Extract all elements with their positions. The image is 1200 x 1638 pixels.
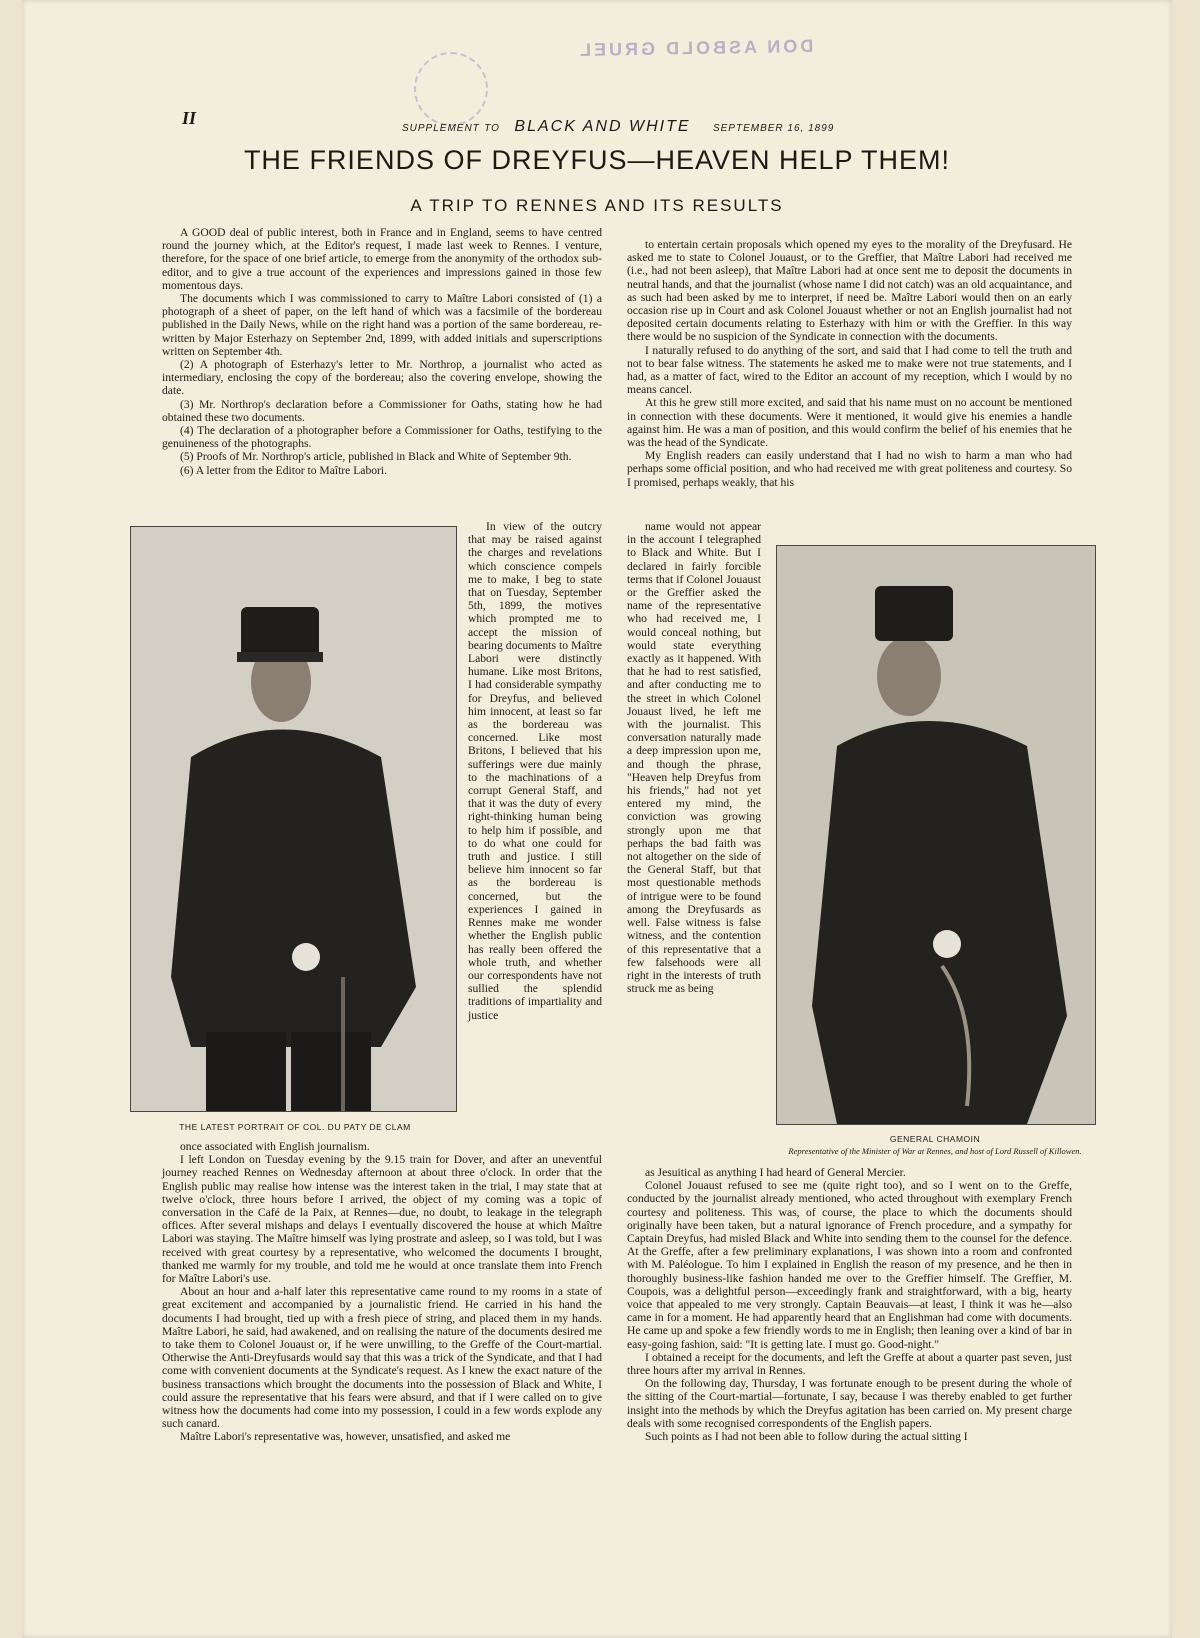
officer-figure-right (777, 546, 1095, 1124)
paragraph: Maître Labori's representative was, however, unsatisfied, and asked me (180, 1430, 511, 1444)
paragraph: (4) The declaration of a photographer before a Commissioner for Oaths, testifying to the genuineness of the photographs. (162, 424, 602, 451)
newspaper-page (22, 0, 1172, 1638)
paragraph: name would not appear in the account I telegraphed to Black and White. But I declared in fairly forcible terms that if Colonel Jouaust or the Greffier asked the name of the representative who had received me, I would conceal nothing, but would state everything exactly as it happened. With that he had to rest satisfied, and after conducting me to the street in which Colonel Jouaust lived, he left me with the journalist. This conversation naturally made a deep impression upon me, and though the phrase, "Heaven help Dreyfus from his friends," had not yet entered my mind, the conviction was growing strongly upon me that perhaps the bad faith was not altogether on the side of the General Staff, but that most questionable methods of intrigue were to be found among the Dreyfusards as well. False witness is false witness, and the contention of this representative that a few falsehoods were all right in the interests of truth struck me as being (627, 520, 761, 996)
column-mid-left (468, 520, 602, 1022)
caption-right: GENERAL CHAMOIN (889, 1134, 981, 1144)
library-stamp-ring (414, 52, 488, 126)
paragraph: (2) A photograph of Esterhazy's letter to Mr. Northrop, a journalist who acted as intermediary, enclosing the copy of the bordereau; also the covering envelope, showing the date. (162, 358, 602, 398)
paragraph: Such points as I had not been able to follow during the actual sitting I (645, 1430, 968, 1444)
paragraph: I naturally refused to do anything of the sort, and said that I had come to tell the truth and not to bear false witness. The statements he asked me to make were not true statements, and I had, as a matter of fact, wired to the Editor an account of my reception, which I would by no means cancel. (627, 343, 1072, 397)
paragraph: In view of the outcry that may be raised against the charges and revelations which conscience compels me to make, I beg to state that on Tuesday, September 5th, 1899, the motives which prompted me to accept the mission of bearing documents to Maître Labori were distinctly humane. Like most Britons, I had considerable sympathy for Dreyfus, and believed him innocent, at least so far as the bordereau was concerned. Like most Britons, I believed that his sufferings were due mainly to the machinations of a corrupt General Staff, and that it was the duty of every right-thinking human being to help him if possible, and to do what one could for truth and justice. I still believe him innocent so far as the bordereau is concerned, but the experiences I gained in Rennes make me wonder whether the English public has really been offered the whole truth, and whether our correspondents have not sullied the splendid traditions of impartiality and justice (468, 520, 602, 1022)
paragraph: (6) A letter from the Editor to Maître Labori. (180, 463, 388, 477)
paragraph: I obtained a receipt for the documents, and left the Greffe at about a quarter past seven, just three hours after my arrival in Rennes. (627, 1350, 1072, 1378)
paragraph: as Jesuitical as anything I had heard of General Mercier. (645, 1166, 906, 1179)
paragraph: A GOOD deal of public interest, both in France and in England, seems to have centred round the journey which, at the Editor's request, I made last week to Rennes. I venture, therefore, for the space of one brief article, to emerge from the anonymity of the orthodox sub-editor, and to give a true account of the experiences and impressions gained in those few momentous days. (162, 226, 602, 292)
column-mid-right (627, 520, 761, 995)
officer-figure-left (131, 527, 456, 1111)
paragraph: Colonel Jouaust refused to see me (quite right too), and so I went on to the Greffe, conducted by the journalist already mentioned, who acted throughout with exemplary French courtesy and politeness. This was, of course, the place to which the documents should originally have been taken, but a natural ignorance of French procedure, and a sympathy for Captain Dreyfus, had misled Black and White into sending them to the counsel for the defence. At the Greffe, after a few preliminary explanations, I was shown into a room and confronted with M. Paléologue. To him I explained in English the reason of my presence, and he then in thoroughly business-like fashion handed me over to the Greffier himself. The Greffier, M. Coupois, was a delightful person—exceedingly frank and straightforward, with a big, hearty voice that appealed to me very strongly. Captain Beauvais—at least, I think it was he—also came in for a moment. He had apparently heard that an Englishman had come with documents. He came up and spoke a few friendly words to me in English; then leaning over a kind of bar in easy-going fashion, said: "It is getting late. I must go. Good-night." (627, 1179, 1072, 1351)
paragraph: My English readers can easily understand that I had no wish to harm a man who had perhaps some official position, and who had received me with great politeness and courtesy. So I promised, perhaps weakly, that his (627, 449, 1072, 489)
running-header (402, 118, 902, 136)
library-stamp: DON ASBOLD GRUEL (576, 35, 814, 61)
paragraph: (5) Proofs of Mr. Northrop's article, published in Black and White of September 9th. (180, 450, 572, 464)
article-subtitle: A TRIP TO RENNES AND ITS RESULTS (410, 196, 784, 215)
column-left-bottom (162, 1140, 602, 1444)
article-title: THE FRIENDS OF DREYFUS—HEAVEN HELP THEM! (243, 145, 951, 175)
paragraph: (3) Mr. Northrop's declaration before a Commissioner for Oaths, stating how he had obtained these two documents. (162, 397, 602, 424)
paragraph: About an hour and a-half later this representative came round to my rooms in a state of great excitement and accompanied by a journalistic friend. He carried in his hand the documents I had brought, tied up with a fresh piece of string, and placed them in my hands. Maître Labori, he said, had awakened, and on realising the nature of the documents desired me to take them to Colonel Jouaust or, if he were unwilling, to the Greffe of the Court-martial. Otherwise the Anti-Dreyfusards would say that this was a trick of the Syndicate, and that I had come with convenient documents at the Syndicate's request. As I knew the exact nature of the business transactions which brought the documents into the possession of Black and White, I could assure the representative that his fears were absurd, and that if I were called on to give witness how the documents had come into my possession, I could in a few words explode any such canard. (162, 1285, 602, 1431)
column-left-top (162, 226, 602, 477)
to-label: TO (484, 123, 500, 134)
column-right-bottom (627, 1166, 1072, 1443)
magazine-name: BLACK AND WHITE (514, 118, 691, 135)
paragraph: At this he grew still more excited, and said that his name must on no account be mentioned in connection with these documents. Were it mentioned, it would give his enemies a handle against him. He was a man of position, and this would confirm the belief of his enemies that he was the head of the Syndicate. (627, 396, 1072, 450)
supplement-label: SUPPLEMENT (402, 123, 480, 134)
portrait-du-paty-de-clam (130, 526, 457, 1112)
paragraph: once associated with English journalism. (180, 1140, 370, 1153)
page-number: II (182, 108, 197, 128)
paragraph: I left London on Tuesday evening by the 9.15 train for Dover, and after an uneventful journey reached Rennes on Wednesday afternoon at about three o'clock. In order that the English public may realise how intense was the interest taken in the trial, I may state that at twelve o'clock, three hours before I arrived, the object of my coming was a topic of conversation in the Café de la Paix, at Rennes—due, no doubt, to leakage in the telegraph offices. After several mishaps and delays I eventually discovered the house at which Maître Labori was staying. The Maître himself was lying prostrate and asleep, so I was told, but I was received with great courtesy by a representative, who welcomed the documents I brought, thanked me warmly for my trouble, and told me he would at once translate them into French for Maître Labori's use. (162, 1153, 602, 1286)
paragraph: The documents which I was commissioned to carry to Maître Labori consisted of (1) a photograph of a sheet of paper, on the left hand of which was a facsimile of the bordereau published in the Daily News, while on the right hand was a portion of the same bordereau, re-written by Major Esterhazy on September 2nd, 1899, with added initials and superscriptions written on September 4th. (162, 292, 602, 358)
paragraph: On the following day, Thursday, I was fortunate enough to be present during the whole of the sitting of the Court-martial—fortunate, I say, because I was thereby enabled to get further insight into the methods by which the Dreyfus agitation has been carried on. My present charge deals with some recognised correspondents of the English papers. (627, 1377, 1072, 1430)
portrait-general-chamoin (776, 545, 1096, 1125)
paragraph: to entertain certain proposals which opened my eyes to the morality of the Dreyfusard. He asked me to state to Colonel Jouaust, or to the Greffier, that Maître Labori had received me (i.e., had not been asleep), that Maître Labori had at once sent me to deposit the documents in neutral hands, and that the journalist (whose name I did not catch) was an old acquaintance, and as such had been asked by me to interpret, if need be. Maître Labori would then on an early occasion rise up in Court and ask Colonel Jouaust whether or not an English journalist had not deposited certain documents relating to Esterhazy with him or with the Greffier. In this way there would be no suspicion of the Syndicate in connection with the documents. (627, 238, 1072, 344)
issue-date: SEPTEMBER 16, 1899 (712, 123, 835, 134)
subcaption-right: Representative of the Minister of War at Rennes, and host of Lord Russell of Killowen. (788, 1146, 1082, 1156)
caption-left: THE LATEST PORTRAIT OF COL. DU PATY DE CLAM (179, 1122, 411, 1132)
column-right-top (627, 238, 1072, 489)
